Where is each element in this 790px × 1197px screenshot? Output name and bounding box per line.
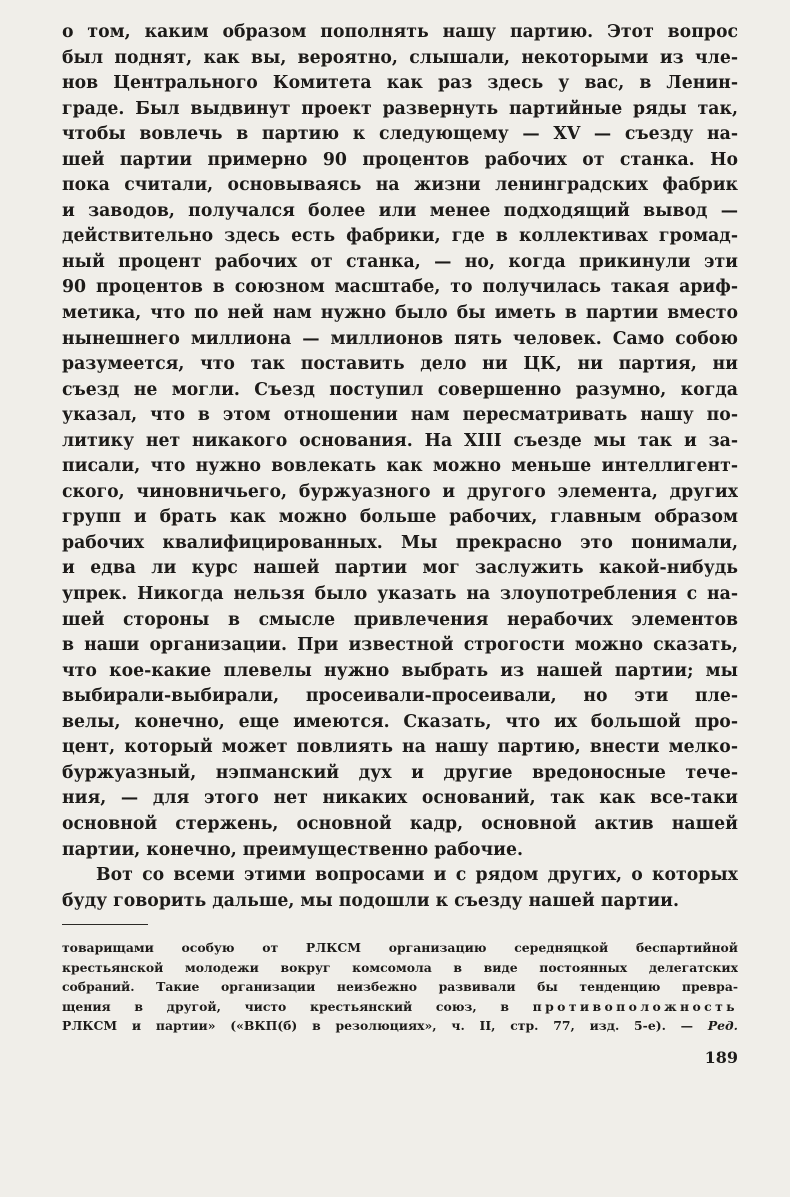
footnote-text: РЛКСМ и партии» («ВКП(б) в резолюциях», ч. II, стр. 77, изд. 5-е). — (62, 1018, 708, 1034)
text-line: групп и брать как можно больше рабочих, главным образом (62, 507, 738, 528)
text-line: ный процент рабочих от станка, — но, когда прикинули эти (62, 251, 738, 272)
text-line: разумеется, что так поставить дело ни ЦК, ни партия, ни (62, 354, 738, 375)
paragraph-end-line: партии, конечно, преимущественно рабочие. (62, 839, 524, 860)
paragraph-first-line: Вот со всеми этими вопросами и с рядом других, о которых (96, 865, 738, 886)
text-line: шей партии примерно 90 процентов рабочих от станка. Но (62, 149, 738, 170)
footnote (62, 938, 738, 1036)
text-line: ния, — для этого нет никаких оснований, так как все-таки (62, 788, 738, 809)
text-line: выбирали-выбирали, просеивали-просеивали, но эти пле- (62, 686, 738, 707)
text-line: пока считали, основываясь на жизни ленинградских фабрик (62, 175, 738, 196)
footnote-spaced-word: противоположность (532, 998, 738, 1014)
text-line: буржуазный, нэпманский дух и другие вредоносные тече- (62, 762, 738, 783)
text-line: действительно здесь есть фабрики, где в коллективах громад- (62, 226, 738, 247)
text-line: указал, что в этом отношении нам пересматривать нашу по- (62, 405, 738, 426)
text-line: велы, конечно, еще имеются. Сказать, что их большой про- (62, 711, 738, 732)
text-line: о том, каким образом пополнять нашу партию. Этот вопрос (62, 22, 738, 42)
text-line: и едва ли курс нашей партии мог заслужить какой-нибудь (62, 558, 738, 579)
text-line: литику нет никакого основания. На XIII съезде мы так и за- (62, 430, 738, 451)
footnote-line (62, 1016, 738, 1036)
text-line: основной стержень, основной кадр, основной актив нашей (62, 813, 738, 834)
main-text (62, 20, 738, 914)
footnote-separator (62, 924, 148, 925)
text-line: в наши организации. При известной строгости можно сказать, (62, 635, 738, 656)
text-line: рабочих квалифицированных. Мы прекрасно это понимали, (62, 532, 738, 553)
text-line: нов Центрального Комитета как раз здесь у вас, в Ленин- (62, 73, 738, 94)
footnote-text: щения в другой, чисто крестьянский союз, в (62, 998, 533, 1014)
text-line: писали, что нужно вовлекать как можно меньше интеллигент- (62, 456, 738, 477)
text-line: шей стороны в смысле привлечения нерабочих элементов (62, 609, 738, 630)
footnote-line: товарищами особую от РЛКСМ организацию середняцкой беспартийной (62, 940, 738, 955)
footnote-line: крестьянской молодежи вокруг комсомола в виде постоянных делегатских (62, 959, 738, 975)
text-line: упрек. Никогда нельзя было указать на злоупотребления с на- (62, 584, 738, 605)
footnote-line (62, 997, 738, 1017)
footnote-line: собраний. Такие организации неизбежно развивали бы тенденцию превра- (62, 979, 738, 995)
paragraph-end-line: буду говорить дальше, мы подошли к съезду нашей партии. (62, 890, 680, 911)
text-line: нынешнего миллиона — миллионов пять человек. Само собою (62, 328, 738, 349)
text-line: цент, который может повлиять на нашу партию, внести мелко- (62, 737, 738, 758)
text-line: 90 процентов в союзном масштабе, то получилась такая ариф- (62, 277, 738, 298)
text-line: и заводов, получался более или менее подходящий вывод — (62, 200, 738, 221)
text-line: граде. Был выдвинут проект развернуть партийные ряды так, (62, 98, 738, 119)
text-line: что кое-какие плевелы нужно выбрать из нашей партии; мы (62, 660, 738, 681)
page-number: 189 (704, 1048, 738, 1067)
text-line: метика, что по ней нам нужно было бы иметь в партии вместо (62, 303, 738, 324)
editor-mark: Ред. (707, 1018, 738, 1034)
text-line: ского, чиновничьего, буржуазного и другого элемента, других (62, 481, 738, 502)
text-line: съезд не могли. Съезд поступил совершенно разумно, когда (62, 379, 738, 400)
text-line: был поднят, как вы, вероятно, слышали, некоторыми из чле- (62, 47, 738, 68)
text-line: чтобы вовлечь в партию к следующему — XV — съезду на- (62, 124, 738, 145)
